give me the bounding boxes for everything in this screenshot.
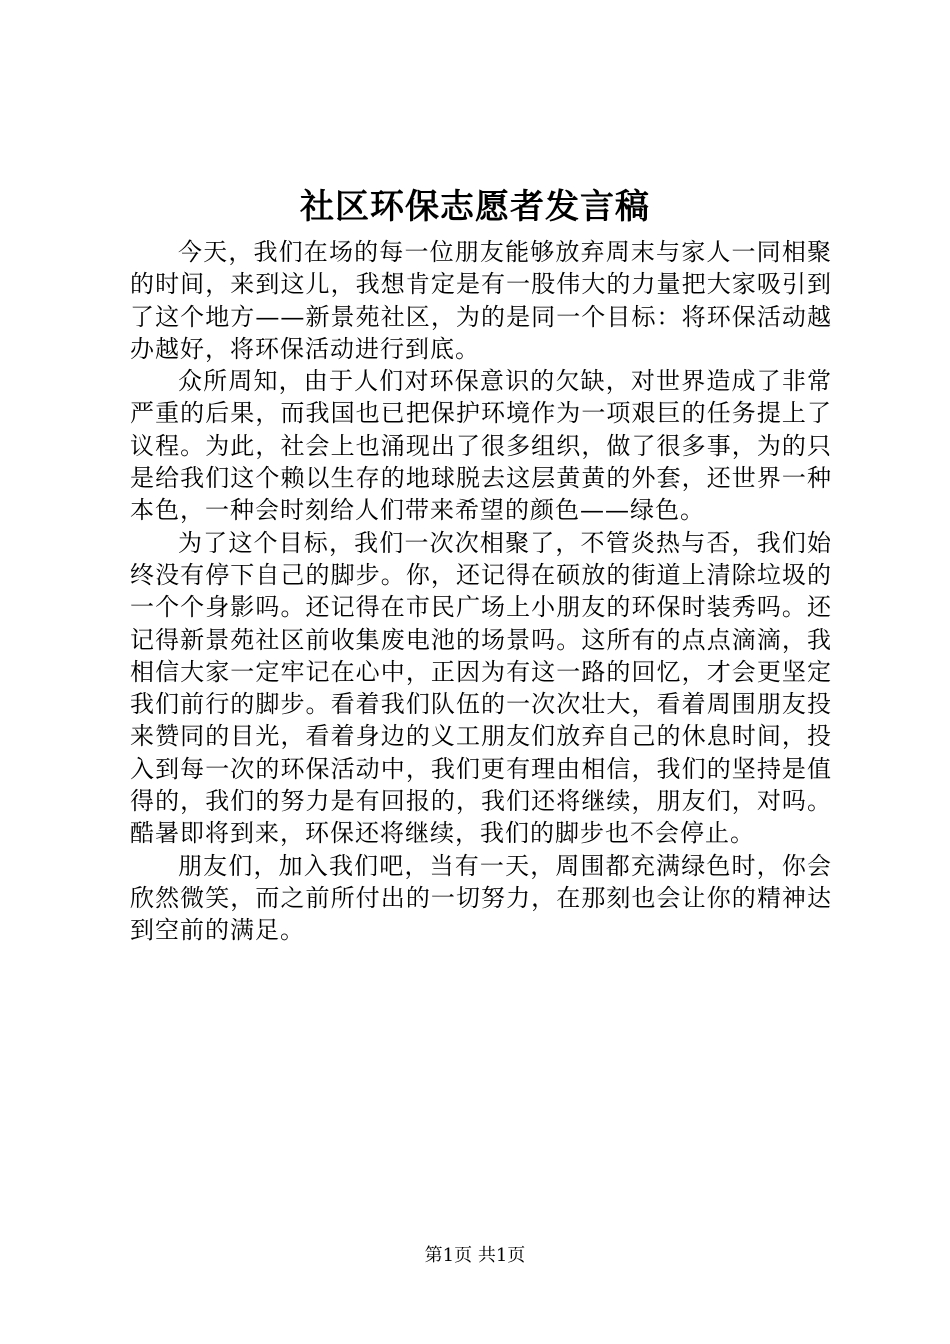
paragraph-2: 众所周知，由于人们对环保意识的欠缺，对世界造成了非常严重的后果，而我国也已把保护环境作为一项艰巨的任务提上了议程。为此，社会上也涌现出了很多组织，做了很多事，为的只是给我们这个赖以生存的地球脱去这层黄黄的外套，还世界一种本色，一种会时刻给人们带来希望的颜色——绿色。 [130,367,832,525]
document-body [130,236,832,947]
paragraph-4: 朋友们，加入我们吧，当有一天，周围都充满绿色时，你会欣然微笑，而之前所付出的一切努力，在那刻也会让你的精神达到空前的满足。 [130,851,832,945]
paragraph-3: 为了这个目标，我们一次次相聚了，不管炎热与否，我们始终没有停下自己的脚步。你，还记得在硕放的街道上清除垃圾的一个个身影吗。还记得在市民广场上小朋友的环保时装秀吗。还记得新景苑社区前收集废电池的场景吗。这所有的点点滴滴，我相信大家一定牢记在心中，正因为有这一路的回忆，才会更坚定我们前行的脚步。看着我们队伍的一次次壮大，看着周围朋友投来赞同的目光，看着身边的义工朋友们放弃自己的休息时间，投入到每一次的环保活动中，我们更有理由相信，我们的坚持是值得的，我们的努力是有回报的，我们还将继续，朋友们，对吗。酷暑即将到来，环保还将继续，我们的脚步也不会停止。 [130,528,832,848]
page-number: 第1页 [424,1245,473,1266]
page-total: 共1页 [477,1245,526,1266]
page-footer [0,1244,950,1268]
document-title: 社区环保志愿者发言稿 [300,187,650,227]
paragraph-1: 今天，我们在场的每一位朋友能够放弃周末与家人一同相聚的时间，来到这儿，我想肯定是有一股伟大的力量把大家吸引到了这个地方——新景苑社区，为的是同一个目标：将环保活动越办越好，将环保活动进行到底。 [130,238,832,363]
